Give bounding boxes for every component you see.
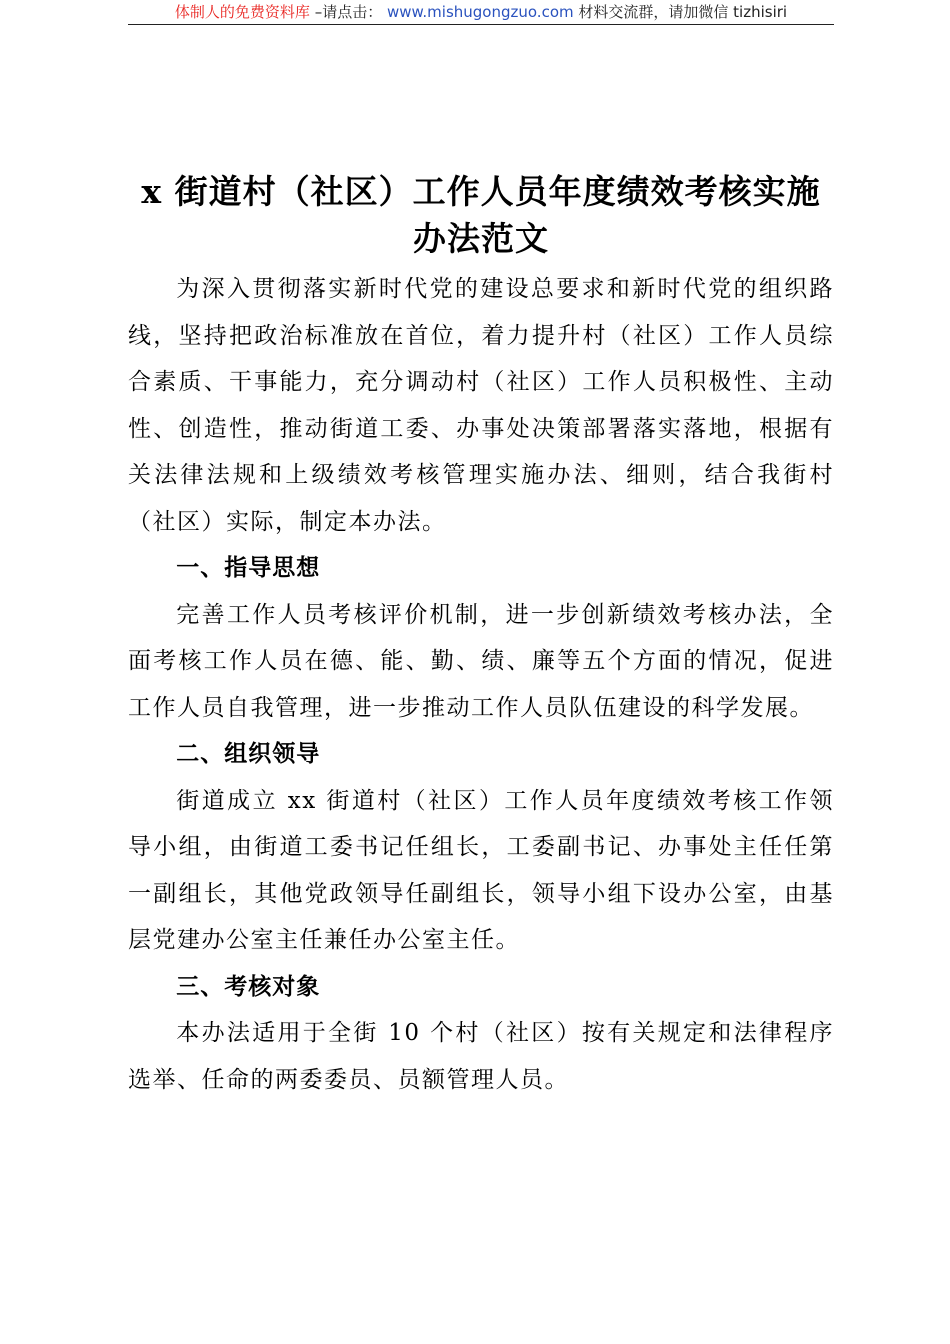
section-body-organization: 街道成立 xx 街道村（社区）工作人员年度绩效考核工作领导小组，由街道工委书记任组长，工委副书记、办事处主任任第一副组长，其他党政领导任副组长，领导小组下设办公室，由基层党建办公室主任兼任办公室主任。 [128, 787, 834, 953]
section-heading-guiding-ideology: 一、指导思想 [176, 555, 321, 581]
document-title-line1: x 街道村（社区）工作人员年度绩效考核实施 [141, 172, 821, 211]
document-body [128, 266, 834, 1103]
document-title-line2: 办法范文 [413, 219, 549, 258]
banner-url-link[interactable]: www.mishugongzuo.com [386, 3, 574, 21]
section-body-guiding-ideology: 完善工作人员考核评价机制，进一步创新绩效考核办法，全面考核工作人员在德、能、勤、绩、廉等五个方面的情况，促进工作人员自我管理，进一步推动工作人员队伍建设的科学发展。 [128, 601, 834, 721]
top-banner [128, 0, 834, 25]
intro-paragraph: 为深入贯彻落实新时代党的建设总要求和新时代党的组织路线，坚持把政治标准放在首位，着力提升村（社区）工作人员综合素质、干事能力，充分调动村（社区）工作人员积极性、主动性、创造性，推动街道工委、办事处决策部署落实落地，根据有关法律法规和上级绩效考核管理实施办法、细则，结合我街村（社区）实际，制定本办法。 [128, 276, 834, 535]
banner-note: 材料交流群，请加微信 tizhisiri [578, 3, 788, 21]
section-body-assessment-targets: 本办法适用于全街 10 个村（社区）按有关规定和法律程序选举、任命的两委委员、员额管理人员。 [128, 1020, 834, 1093]
section-heading-assessment-targets: 三、考核对象 [176, 973, 321, 1000]
section-heading-organization: 二、组织领导 [176, 741, 321, 767]
banner-brand: 体制人的免费资料库 [174, 3, 310, 21]
banner-prompt: –请点击： [314, 3, 383, 21]
